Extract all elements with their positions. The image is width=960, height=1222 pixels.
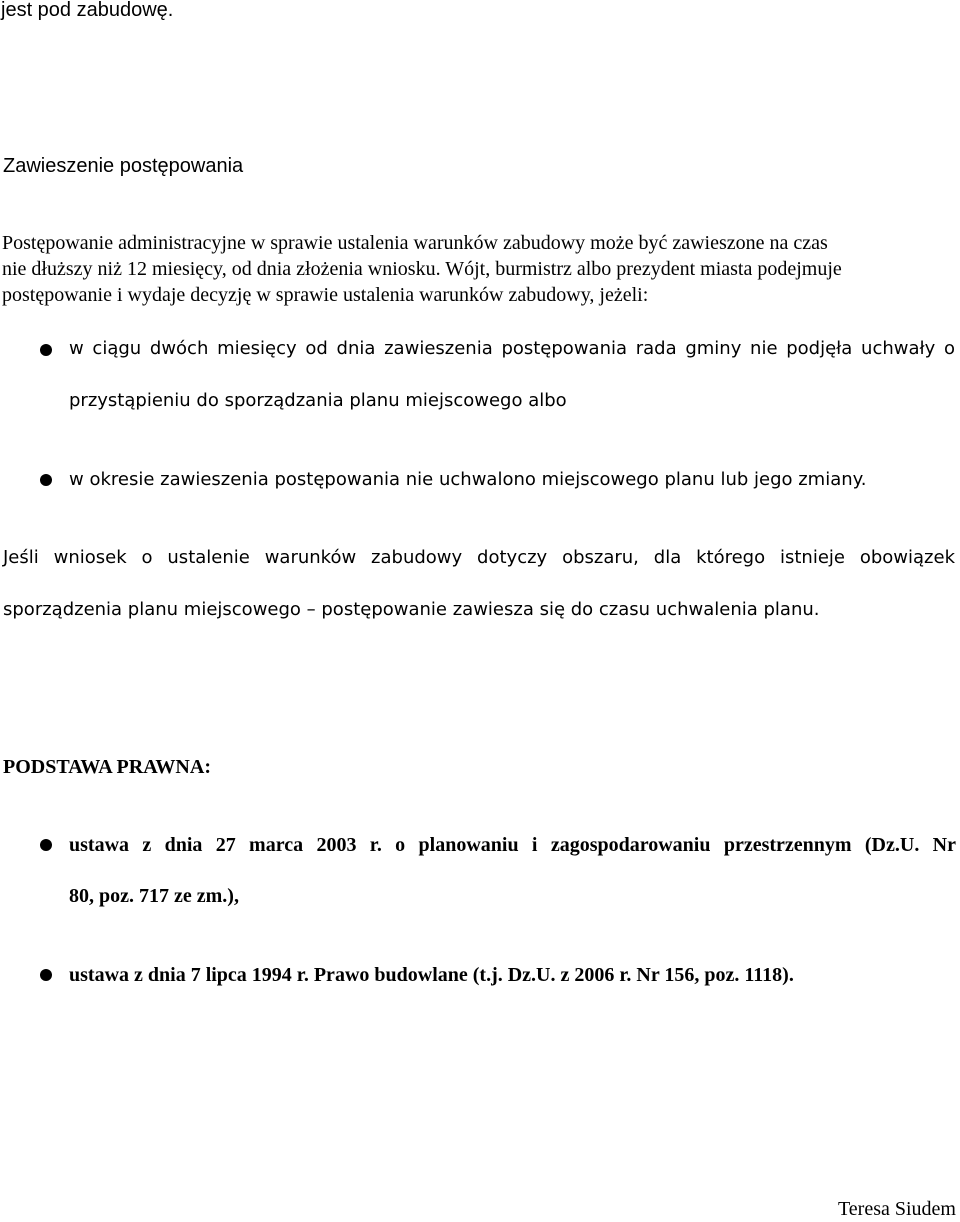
- author-name: Teresa Siudem: [837, 1198, 956, 1220]
- intro-paragraph: [2, 230, 947, 308]
- section-heading: Zawieszenie postępowania: [3, 155, 244, 177]
- intro-line: postępowanie i wydaje decyzję w sprawie ustalenia warunków zabudowy, jeżeli:: [2, 284, 649, 306]
- bullet-icon: [40, 839, 52, 851]
- list-item-text: 80, poz. 717 ze zm.),: [69, 885, 239, 907]
- list-item-text: przystąpieniu do sporządzania planu miejscowego albo: [69, 390, 567, 411]
- note-line: sporządzenia planu miejscowego – postępowanie zawiesza się do czasu uchwalenia planu.: [3, 599, 820, 620]
- intro-line: Postępowanie administracyjne w sprawie ustalenia warunków zabudowy może być zawieszone na czas: [2, 232, 828, 254]
- bullet-icon: [40, 969, 52, 981]
- bullet-icon: [40, 474, 52, 486]
- list-item-text: ustawa z dnia 27 marca 2003 r. o planowaniu i zagospodarowaniu przestrzennym (Dz.U. Nr: [69, 834, 956, 856]
- intro-line: nie dłuższy niż 12 miesięcy, od dnia złożenia wniosku. Wójt, burmistrz albo prezydent miasta podejmuje: [2, 258, 842, 280]
- legal-basis-heading: PODSTAWA PRAWNA:: [3, 756, 211, 778]
- note-line: Jeśli wniosek o ustalenie warunków zabudowy dotyczy obszaru, dla którego istnieje obowiązek: [3, 547, 955, 568]
- continuation-text: jest pod zabudowę.: [1, 0, 174, 21]
- list-item-text: w ciągu dwóch miesięcy od dnia zawieszenia postępowania rada gminy nie podjęła uchwały o: [69, 338, 955, 359]
- list-item-text: w okresie zawieszenia postępowania nie uchwalono miejscowego planu lub jego zmiany.: [69, 469, 867, 490]
- list-item-text: ustawa z dnia 7 lipca 1994 r. Prawo budowlane (t.j. Dz.U. z 2006 r. Nr 156, poz. 1118).: [69, 964, 794, 986]
- bullet-icon: [40, 344, 52, 356]
